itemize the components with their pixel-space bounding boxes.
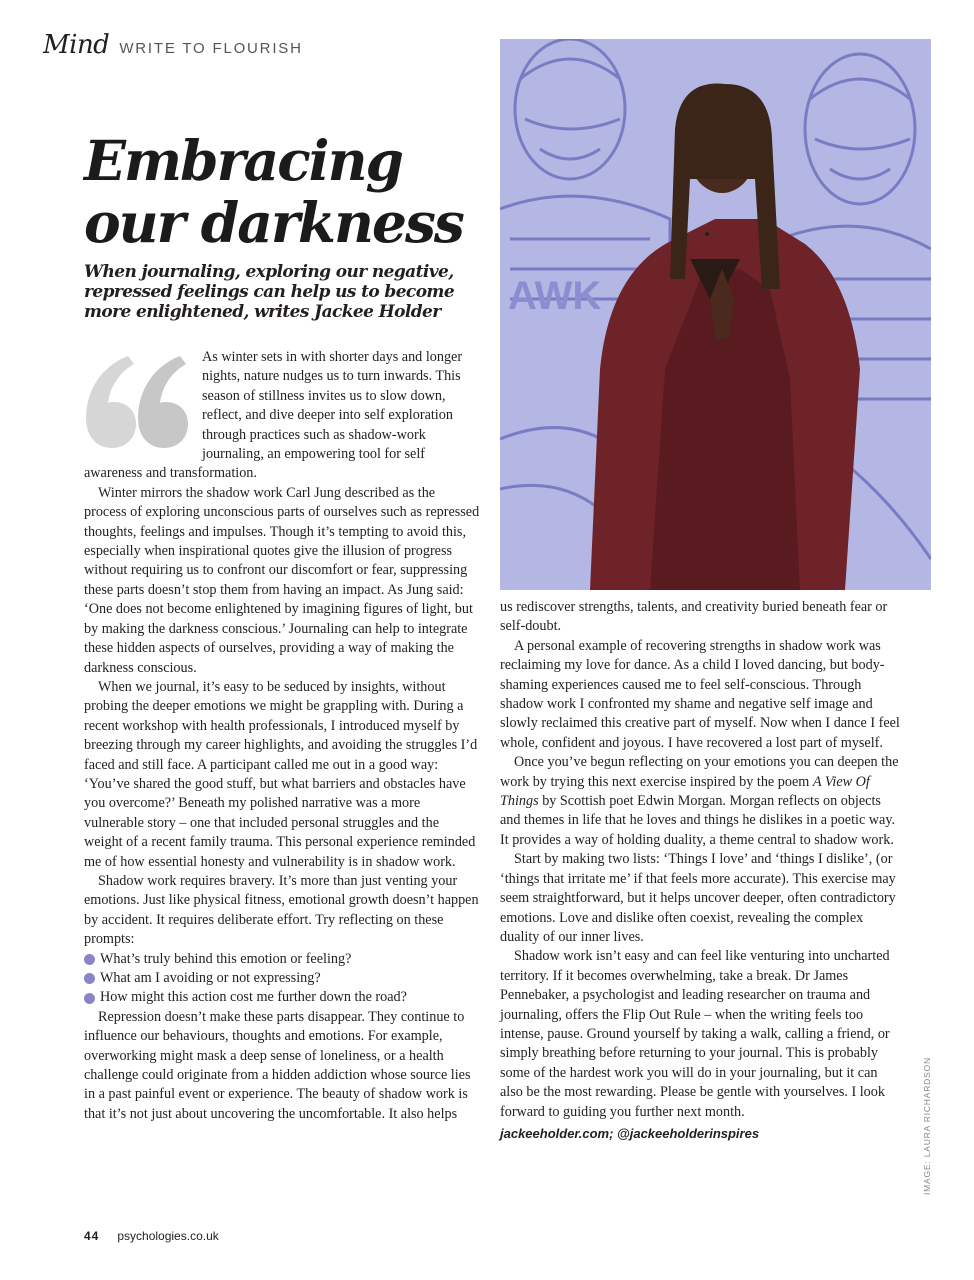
- quote-mark-space: [84, 348, 202, 464]
- body-paragraph: Start by making two lists: ‘Things I love’ and ‘things I dislike’, (or ‘things that irritate me’ if that feels more accurate). This exercise may seem straightforward, but it helps uncover deeper, often contradictory emotions. Love and dislike often coexist, revealing the complex duality of our inner lives.: [500, 851, 896, 945]
- prompt-item: How might this action cost me further down the road?: [84, 988, 480, 1007]
- section-kicker-label: Mind: [43, 30, 110, 60]
- prompt-item: What’s truly behind this emotion or feeling?: [84, 950, 480, 969]
- bullet-dot-icon: [84, 973, 95, 984]
- standfirst: When journaling, exploring our negative, repressed feelings can help us to become more enlightened, writes Jackee Holder: [84, 262, 455, 322]
- portrait-illustration: [500, 39, 931, 590]
- prompt-list: [84, 950, 480, 1008]
- body-paragraph: A personal example of recovering strengths in shadow work was reclaiming my love for dance. As a child I loved dancing, but body-shaming experiences caused me to feel self-conscious. Through shadow work I confronted my shame and negative self image and slowly reclaimed this creative part of myself. Now when I dance I feel whole, confident and joyous. I have recovered a lost part of myself.: [500, 637, 900, 751]
- body-paragraph: Shadow work isn’t easy and can feel like venturing into uncharted territory. If it becomes overwhelming, take a break. Dr James Pennebaker, a psychologist and leading researcher on trauma and journaling, offers the Flip Out Rule – when the writing feels too intense, pause. Ground yourself by taking a walk, calling a friend, or simply breathing before returning to your journal. This is probably some of the hardest work you will do in your journaling, but it can also be the most rewarding. Please be gentle with yourselves. I look forward to guiding you further next month.: [500, 948, 890, 1120]
- body-paragraph: As winter sets in with shorter days and longer nights, nature nudges us to turn inwards. This season of stillness invites us to slow down, reflect, and dive deeper into self exploration through practices such as shadow-work journaling, an empowering tool for self awareness and transformation.: [84, 349, 463, 482]
- prompt-item: What am I avoiding or not expressing?: [84, 969, 480, 988]
- body-column-left: [84, 348, 480, 1124]
- section-title: WRITE TO FLOURISH: [119, 40, 303, 57]
- bullet-dot-icon: [84, 993, 95, 1004]
- bullet-dot-icon: [84, 954, 95, 965]
- poem-title: A View Of Things: [500, 773, 870, 810]
- body-paragraph: us rediscover strengths, talents, and creativity buried beneath fear or self-doubt.: [500, 599, 888, 635]
- body-paragraph: Repression doesn’t make these parts disappear. They continue to influence our behaviours, thoughts and emotions. For example, overworking might mask a deep sense of loneliness, or a health challenge could originate from a hidden addiction whose source lies in a past painful event or experience. The beauty of shadow work is that it’s not just about uncovering the uncomfortable. It also helps: [84, 1008, 471, 1122]
- svg-text:AWK: AWK: [508, 274, 602, 318]
- body-column-right: [500, 598, 900, 1143]
- page-footer: [84, 1229, 219, 1243]
- body-paragraph: Shadow work requires bravery. It’s more than just venting your emotions. Just like physical fitness, emotional growth doesn’t happen by accident. It requires deliberate effort. Try reflecting on these prompts:: [84, 872, 479, 948]
- body-paragraph: When we journal, it’s easy to be seduced by insights, without probing the deeper emotions we might be grappling with. During a recent workshop with health professionals, I introduced myself by breezing through my career highlights, and avoiding the struggles I’d faced and still face. A participant called me out in a good way: ‘You’ve shared the good stuff, but what barriers and obstacles have you overcome?’ Beneath my polished narrative was a more vulnerable story – one that included personal struggles and the weight of a recent family trauma. This personal experience reminded me of how essential honesty and vulnerability is in shadow work.: [84, 678, 478, 870]
- author-contact: jackeeholder.com; @jackeeholderinspires: [500, 1125, 760, 1141]
- portrait-photo: [500, 39, 931, 590]
- page-number: 44: [84, 1229, 100, 1243]
- body-paragraph: Winter mirrors the shadow work Carl Jung described as the process of exploring unconscious parts of ourselves such as repressed thoughts, feelings and impulses. Though it’s tempting to avoid this, especially when inspirational quotes give the illusion of progress without requiring us to confront our discomfort or fear, suppressing these parts doesn’t stop them from having an impact. As Jung said: ‘One does not become enlightened by imagining figures of light, but by making the darkness conscious.’ Journaling can help to integrate these hidden aspects of ourselves, providing a way of making the darkness conscious.: [84, 484, 480, 676]
- section-kicker: [43, 30, 303, 60]
- body-paragraph: Once you’ve begun reflecting on your emotions you can deepen the work by trying this next exercise inspired by the poem A View Of Things by Scottish poet Edwin Morgan. Morgan reflects on objects and themes in life that he loves and things he dislikes in a poetic way. It provides a way of holding duality, a theme central to shadow work.: [500, 754, 899, 848]
- image-credit: IMAGE: LAURA RICHARDSON: [922, 1057, 932, 1195]
- website-url: psychologies.co.uk: [117, 1229, 219, 1243]
- headline: Embracing our darkness: [84, 128, 463, 255]
